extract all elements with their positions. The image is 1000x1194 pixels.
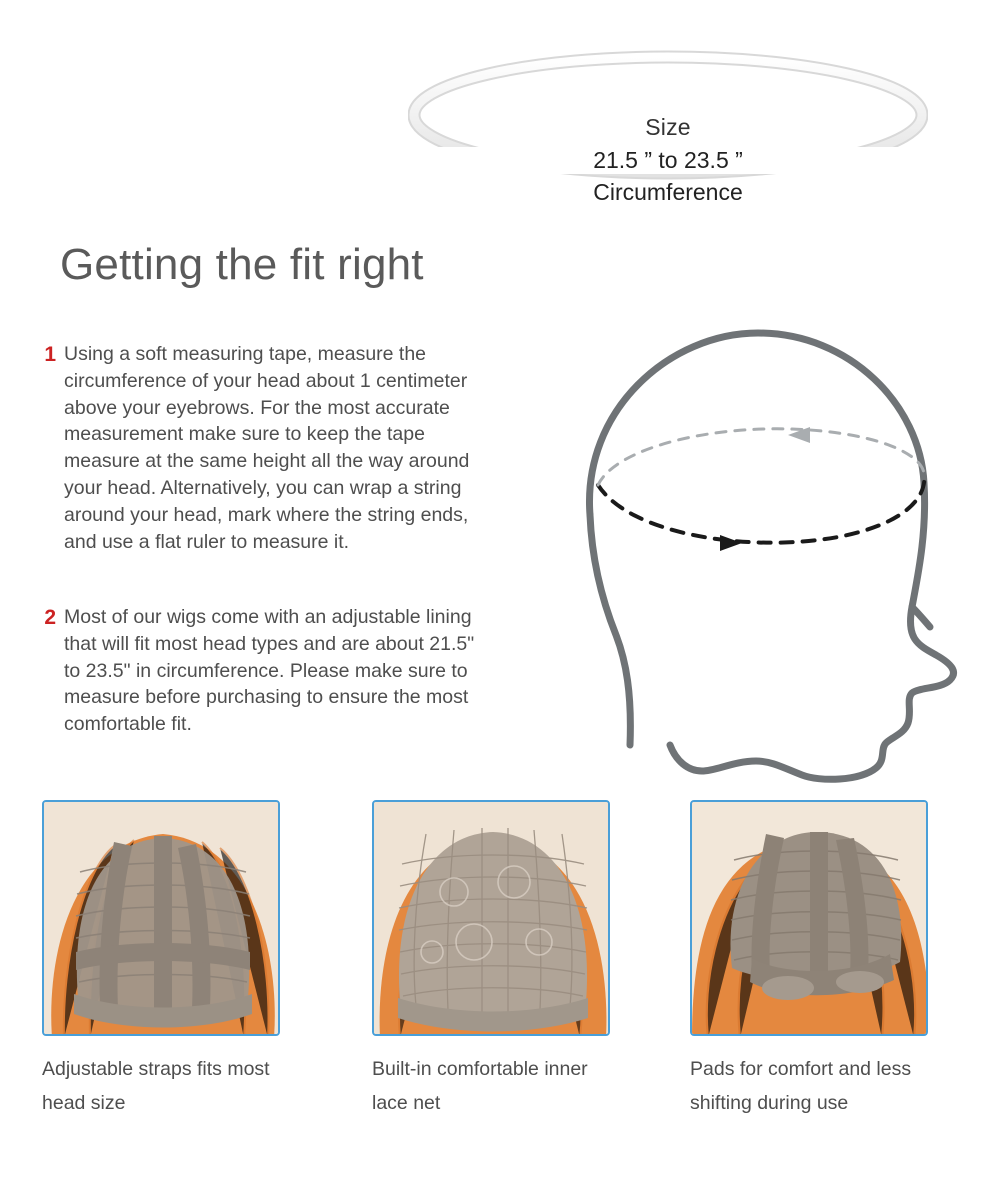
wig-cap-adjustable-straps-photo [42, 800, 280, 1036]
size-band [408, 50, 928, 205]
tape-direction-arrow [720, 535, 742, 551]
step-text: Most of our wigs come with an adjustable lining that will fit most head types and are about 21.5" to 23.5" in circumference. Please make sure to measure before purchasing to ensure the most comfortable fit. [64, 606, 475, 736]
page-title: Getting the fit right [60, 240, 424, 289]
wig-cap-lace-illustration [374, 802, 610, 1036]
feature-caption: Built-in comfortable inner lace net [372, 1058, 588, 1114]
step-number: 2 [44, 606, 56, 629]
head-measurement-diagram [520, 215, 1000, 785]
feature-caption: Pads for comfort and less shifting during use [690, 1058, 912, 1114]
step-text: Using a soft measuring tape, measure the circumference of your head about 1 centimeter above your eyebrows. For the most accurate measurement make sure to keep the tape measure at the same height all the way around your head. Alternatively, you can wrap a string around your head, mark where the string ends, and use a flat ruler to measure it. [64, 343, 470, 553]
circumference-label: Circumference [593, 179, 743, 205]
wig-cap-comfort-pads-photo [690, 800, 928, 1036]
feature-card-1 [42, 800, 282, 1120]
wig-cap-straps-illustration [44, 802, 280, 1036]
feature-card-3 [690, 800, 930, 1120]
wig-cap-inner-lace-net-photo [372, 800, 610, 1036]
feature-card-2 [372, 800, 612, 1120]
size-label: Size [645, 114, 691, 140]
feature-cards [0, 800, 1000, 1180]
wig-cap-pads-illustration [692, 802, 928, 1036]
step-number: 1 [44, 343, 56, 366]
size-value-text: 21.5 ” to 23.5 ” [587, 147, 749, 173]
instruction-step-1 [32, 341, 484, 555]
feature-caption: Adjustable straps fits most head size [42, 1058, 270, 1114]
size-value [408, 147, 928, 174]
instruction-step-2 [32, 604, 484, 738]
